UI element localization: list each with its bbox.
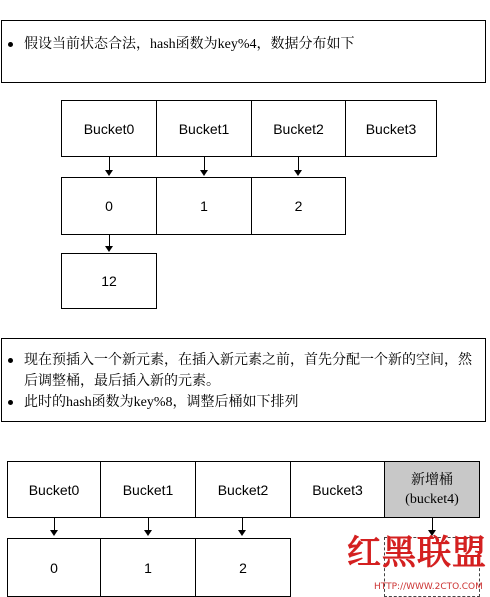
watermark-logo: 红黑联盟	[347, 533, 487, 573]
note-middle-text-1: 现在预插入一个新元素，在插入新元素之前，首先分配一个新的空间，然后调整桶，最后插入新的元素。	[24, 353, 472, 389]
bucket0-label-2: Bucket0	[28, 481, 80, 498]
new-bucket-sublabel: (bucket4)	[405, 491, 459, 507]
node-0-value: 0	[105, 198, 113, 214]
bucket3-label-2: Bucket3	[312, 481, 363, 498]
node-12	[61, 253, 157, 309]
node-1-value: 1	[200, 198, 208, 214]
note-middle-item	[2, 392, 477, 413]
bullet-icon	[8, 400, 13, 405]
bullet-icon	[8, 42, 13, 47]
bucket2-label: Bucket2	[273, 120, 324, 137]
note-top	[1, 20, 486, 83]
bucket0-cell-2	[7, 461, 101, 518]
bucket3-cell-2	[290, 461, 385, 518]
node2-2	[195, 538, 291, 597]
node-2-value: 2	[294, 198, 303, 214]
bucket2-cell	[251, 100, 346, 157]
node2-0-value: 0	[50, 559, 58, 576]
bucket0-label: Bucket0	[83, 120, 135, 137]
bucket0-cell	[61, 100, 157, 157]
note-top-text: 假设当前状态合法，hash函数为key%4，数据分布如下	[24, 37, 355, 52]
bucket3-cell	[345, 100, 437, 157]
node-2	[251, 177, 346, 235]
bucket2-cell-2	[195, 461, 291, 518]
bucket1-cell-2	[100, 461, 196, 518]
node-1	[156, 177, 252, 235]
note-middle-item	[2, 350, 477, 392]
bucket1-label: Bucket1	[178, 120, 230, 137]
new-bucket4-cell	[384, 461, 480, 518]
bullet-icon	[8, 358, 13, 363]
node-0	[61, 177, 157, 235]
node2-1	[100, 538, 196, 597]
watermark-url: HTTP://WWW.2CTO.COM	[374, 582, 483, 592]
bucket2-label-2: Bucket2	[217, 481, 269, 498]
node2-2-value: 2	[239, 559, 247, 576]
new-bucket-label: 新增桶	[411, 472, 453, 488]
node2-1-value: 1	[144, 559, 152, 576]
node-12-value: 12	[101, 273, 117, 289]
note-middle-text-2: 此时的hash函数为key%8，调整后桶如下排列	[24, 395, 299, 410]
note-middle	[1, 338, 486, 422]
note-top-item	[2, 34, 485, 55]
bucket1-cell	[156, 100, 252, 157]
bucket1-label-2: Bucket1	[122, 481, 174, 498]
node2-0	[7, 538, 101, 597]
bucket3-label: Bucket3	[365, 120, 417, 137]
